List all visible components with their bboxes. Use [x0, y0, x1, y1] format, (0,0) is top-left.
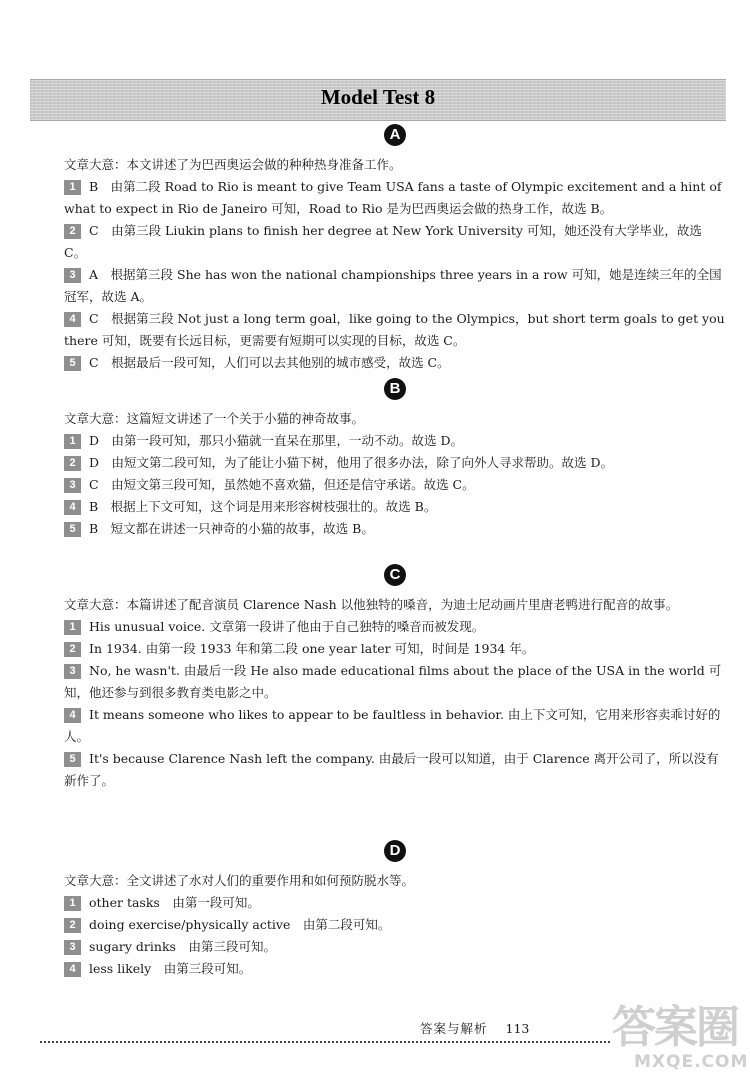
answer-text: sugary drinks 由第三段可知。	[89, 939, 276, 954]
answer-item	[64, 452, 726, 474]
question-number-badge: 4	[64, 312, 81, 327]
question-number-badge: 4	[64, 962, 81, 977]
answer-item	[64, 936, 726, 958]
question-number-badge: 3	[64, 664, 81, 679]
answer-text: It means someone who likes to appear to be faultless in behavior. 由上下文可知，它用来形容卖乖讨好的人。	[64, 707, 721, 744]
answer-item	[64, 638, 726, 660]
section-summary: 文章大意：这篇短文讲述了一个关于小猫的神奇故事。	[64, 411, 365, 426]
footer-divider	[40, 1041, 610, 1043]
watermark-url: MXQE.COM	[634, 1052, 749, 1072]
answer-text: D 由第一段可知，那只小猫就一直呆在那里，一动不动。故选 D。	[89, 433, 464, 448]
footer-label: 答案与解析	[420, 1021, 488, 1036]
section-a	[64, 124, 726, 374]
section-letter-badge: D	[384, 840, 406, 862]
answer-item	[64, 352, 726, 374]
question-number-badge: 1	[64, 620, 81, 635]
page-title: Model Test 8	[320, 85, 436, 109]
answer-item	[64, 474, 726, 496]
answer-item	[64, 914, 726, 936]
answer-item	[64, 308, 726, 352]
section-summary: 文章大意：本文讲述了为巴西奥运会做的种种热身准备工作。	[64, 157, 402, 172]
answer-text: B 根据上下文可知，这个词是用来形容树枝强壮的。故选 B。	[89, 499, 437, 514]
answer-item	[64, 176, 726, 220]
question-number-badge: 5	[64, 356, 81, 371]
answer-text: His unusual voice. 文章第一段讲了他由于自己独特的嗓音而被发现。	[89, 619, 485, 634]
answer-text: A 根据第三段 She has won the national championships three years in a row 可知，她是连续三年的全国冠军，故选 A。	[64, 267, 722, 304]
answer-text: C 由短文第三段可知，虽然她不喜欢猫，但还是信守承诺。故选 C。	[89, 477, 475, 492]
watermark-logo: 答案圈	[612, 1002, 738, 1053]
answer-item	[64, 496, 726, 518]
section-summary: 文章大意：本篇讲述了配音演员 Clarence Nash 以他独特的嗓音，为迪士尼动画片里唐老鸭进行配音的故事。	[64, 597, 679, 612]
section-letter-badge: A	[384, 124, 406, 146]
question-number-badge: 1	[64, 180, 81, 195]
question-number-badge: 2	[64, 456, 81, 471]
answer-text: B 短文都在讲述一只神奇的小猫的故事，故选 B。	[89, 521, 374, 536]
answer-item	[64, 660, 726, 704]
answer-item	[64, 704, 726, 748]
page-number: 113	[505, 1021, 530, 1036]
title-band	[30, 79, 726, 121]
answer-item	[64, 430, 726, 452]
answer-text: doing exercise/physically active 由第二段可知。	[89, 917, 391, 932]
answer-text: C 根据最后一段可知，人们可以去其他别的城市感受，故选 C。	[89, 355, 450, 370]
question-number-badge: 3	[64, 478, 81, 493]
question-number-badge: 5	[64, 752, 81, 767]
question-number-badge: 3	[64, 268, 81, 283]
section-b	[64, 378, 726, 540]
section-c	[64, 564, 726, 792]
question-number-badge: 4	[64, 708, 81, 723]
answer-text: No, he wasn't. 由最后一段 He also made educational films about the place of the USA in the world 可知，他还参与到很多教育类电影之中。	[64, 663, 722, 700]
answer-item	[64, 616, 726, 638]
answer-item	[64, 518, 726, 540]
answer-item	[64, 892, 726, 914]
answer-text: less likely 由第三段可知。	[89, 961, 252, 976]
question-number-badge: 4	[64, 500, 81, 515]
question-number-badge: 2	[64, 642, 81, 657]
answer-text: It's because Clarence Nash left the company. 由最后一段可以知道，由于 Clarence 离开公司了，所以没有新作了。	[64, 751, 719, 788]
answer-item	[64, 748, 726, 792]
answer-text: C 根据第三段 Not just a long term goal，like going to the Olympics，but short term goals to get you there 可知，既要有长远目标，更需要有短期可以实现的目标，故选 C。	[64, 311, 725, 348]
answer-item	[64, 264, 726, 308]
question-number-badge: 2	[64, 918, 81, 933]
question-number-badge: 1	[64, 434, 81, 449]
answer-text: other tasks 由第一段可知。	[89, 895, 260, 910]
answer-text: In 1934. 由第一段 1933 年和第二段 one year later 可知，时间是 1934 年。	[89, 641, 535, 656]
answer-item	[64, 220, 726, 264]
answer-text: B 由第二段 Road to Rio is meant to give Team USA fans a taste of Olympic excitement and a hint of what to expect in Rio de Janeiro 可知，Road to Rio 是为巴西奥运会做的热身工作，故选 B。	[64, 179, 722, 216]
section-d	[64, 840, 726, 980]
question-number-badge: 5	[64, 522, 81, 537]
section-letter-badge: C	[384, 564, 406, 586]
answer-text: C 由第三段 Liukin plans to finish her degree at New York University 可知，她还没有大学毕业，故选 C。	[64, 223, 702, 260]
question-number-badge: 2	[64, 224, 81, 239]
section-letter-badge: B	[384, 378, 406, 400]
page-footer	[420, 1019, 529, 1037]
question-number-badge: 1	[64, 896, 81, 911]
section-summary: 文章大意：全文讲述了水对人们的重要作用和如何预防脱水等。	[64, 873, 415, 888]
question-number-badge: 3	[64, 940, 81, 955]
answer-text: D 由短文第二段可知，为了能让小猫下树，他用了很多办法，除了向外人寻求帮助。故选 D。	[89, 455, 614, 470]
answer-item	[64, 958, 726, 980]
